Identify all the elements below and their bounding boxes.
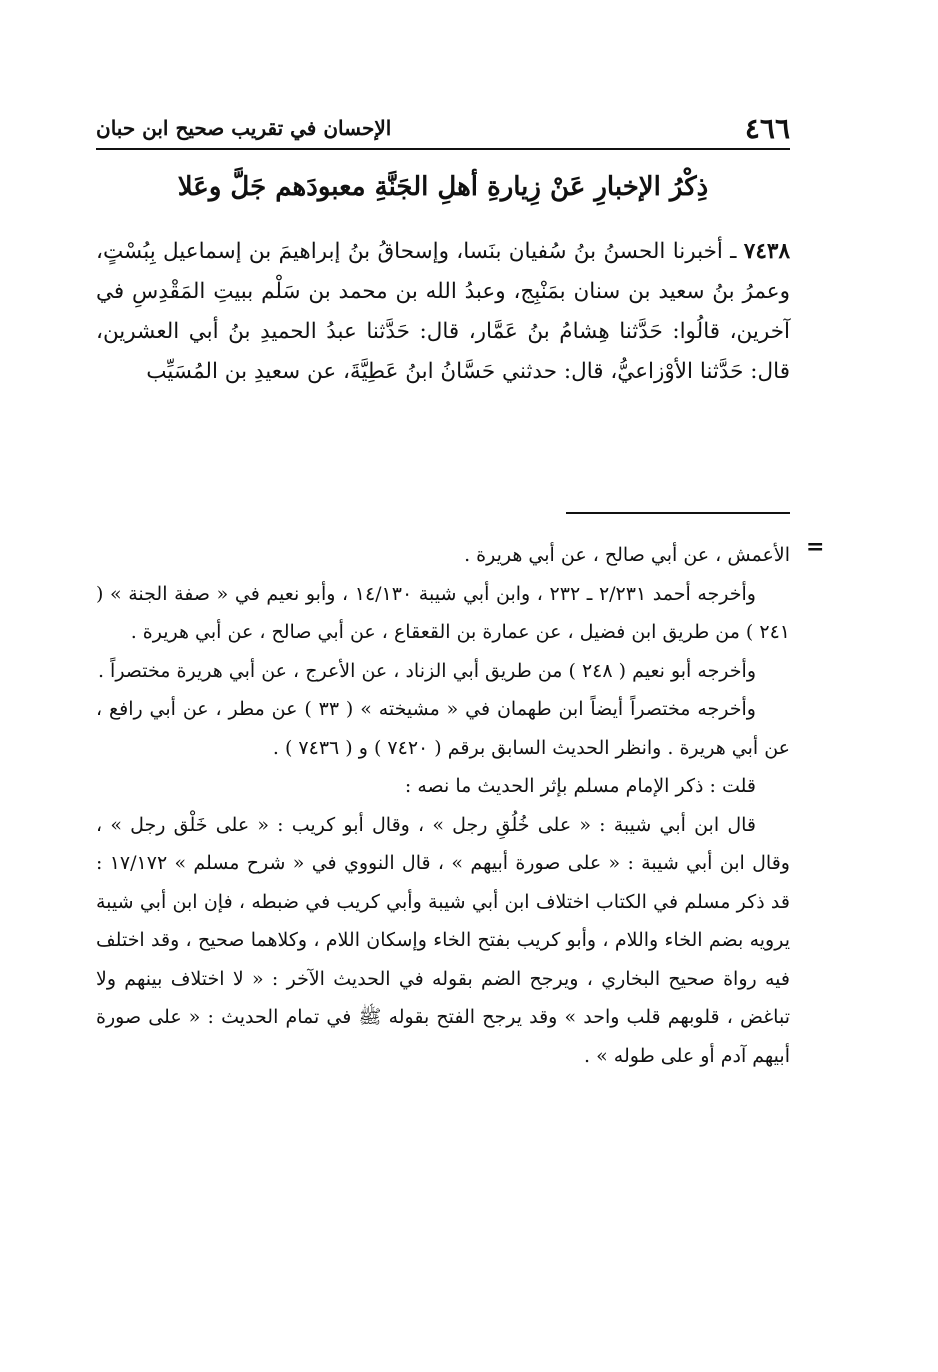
footnote-separator [566, 512, 790, 514]
footnote-paragraph: وأخرجه أبو نعيم ( ٢٤٨ ) من طريق أبي الزناد ، عن الأعرج ، عن أبي هريرة مختصراً . [97, 659, 756, 682]
hadith-number: ٧٤٣٨ [743, 239, 790, 264]
footnote-paragraph: قال ابن أبي شيبة : « على خُلُقِ رجل » ، وقال أبو كريب : « على خَلْق رجل » ، وقال ابن أبي شيبة : « على صورة أبيهم » ، قال النووي في « شرح مسلم » ١٧/١٧٢ : قد ذكر مسلم في الكتاب اختلاف ابن أبي شيبة وأبي كريب في ضبطه ، فإن ابن أبي شيبة يرويه بضم الخاء واللام ، وأبو كريب بفتح الخاء وإسكان اللام ، وكلاهما صحيح ، وقد اختلف فيه رواة صحيح البخاري ، ويرجح الضم بقوله في الحديث الآخر : « لا اختلاف بينهم ولا تباغض ، قلوبهم قلب واحد » وقد يرجح الفتح بقوله ﷺ في تمام الحديث : « على صورة أبيهم آدم أو على طوله » . [96, 813, 790, 1067]
footnote-paragraph: وأخرجه أحمد ٢/٢٣١ ـ ٢٣٢ ، وابن أبي شيبة ١٤/١٣٠ ، وأبو نعيم في « صفة الجنة » ( ٢٤١ ) من طريق ابن فضيل ، عن عمارة بن القعقاع ، عن أبي صالح ، عن أبي هريرة . [96, 582, 790, 643]
footnote-paragraph: الأعمش ، عن أبي صالح ، عن أبي هريرة . [464, 544, 790, 566]
hadith-text: ـ أخبرنا الحسنُ بنُ سُفيان بنَسا، وإسحاقُ بنُ إبراهيمَ بن إسماعيل بِبُسْتٍ، وعمرُ بنُ سعيد بن سنان بمَنْبِج، وعبدُ الله بن محمد بن سَلْم ببيتِ المَقْدِسِ في آخرين، قالُوا: حَدَّثنا هِشامُ بنُ عَمَّار، قال: حَدَّثنا عبدُ الحميدِ بنُ أبي العشرين، قال: حَدَّثنا الأوْزاعيُّ، قال: حدثني حَسَّانُ ابنُ عَطِيَّةَ، عن سعيدِ بن المُسَيِّب [96, 239, 790, 384]
chapter-title: ذِكْرُ الإخبارِ عَنْ زِيارةِ أهلِ الجَنَّةِ معبودَهم جَلَّ وعَلا [177, 172, 709, 202]
page-header [96, 108, 790, 150]
footnote-paragraph: قلت : ذكر الإمام مسلم بإثر الحديث ما نصه : [404, 775, 756, 797]
continuation-mark: = [806, 534, 825, 560]
page-number: ٤٦٦ [744, 112, 790, 145]
hadith-paragraph [96, 232, 790, 392]
running-title: الإحسان في تقريب صحيح ابن حبان [96, 116, 392, 140]
footnotes [96, 536, 790, 1075]
footnote-paragraph: وأخرجه مختصراً أيضاً ابن طهمان في « مشيخته » ( ٣٣ ) عن مطر ، عن أبي رافع ، عن أبي هريرة . وانظر الحديث السابق برقم ( ٧٤٢٠ ) و ( ٧٤٣٦ ) . [96, 698, 790, 759]
